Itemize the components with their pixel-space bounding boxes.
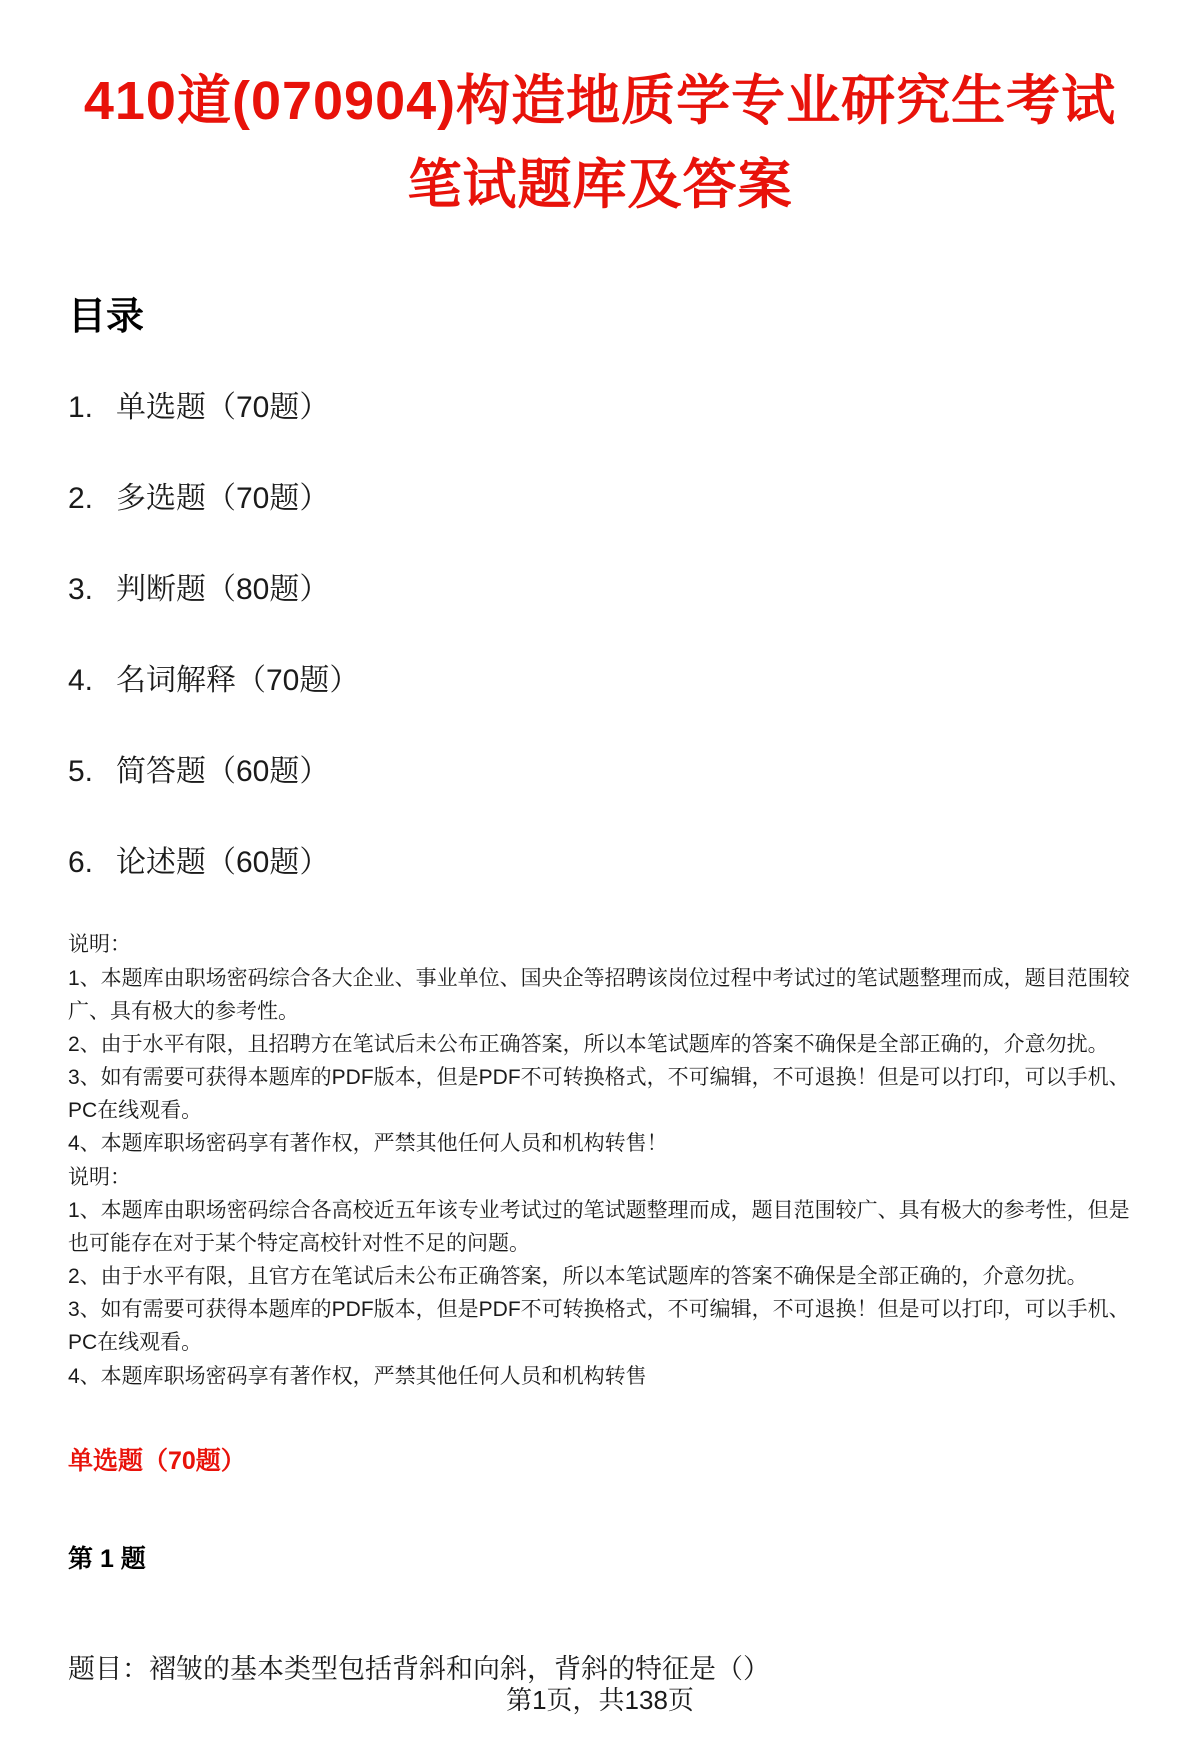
notes-block [68,928,1132,1392]
toc-heading: 目录 [68,296,145,339]
note-line: 3、如有需要可获得本题库的PDF版本，但是PDF不可转换格式，不可编辑，不可退换！但是可以打印，可以手机、PC在线观看。 [68,1066,1130,1123]
toc-item-label: 判断题（80题） [116,573,330,607]
note-line: 说明： [68,933,131,957]
toc-item-number: 3. [68,573,94,607]
page-footer: 第1页，共138页 [506,1685,694,1715]
toc-item [68,655,1132,699]
toc-item-label: 名词解释（70题） [116,664,360,698]
toc-item-number: 1. [68,391,94,425]
toc-item [68,746,1132,790]
section-header-single-choice: 单选题（70题） [68,1446,246,1475]
toc-item-label: 简答题（60题） [116,755,330,789]
toc-item [68,382,1132,426]
note-line: 4、本题库职场密码享有著作权，严禁其他任何人员和机构转售！ [68,1132,668,1156]
toc-item-label: 多选题（70题） [116,482,330,516]
note-line: 2、由于水平有限，且官方在笔试后未公布正确答案，所以本笔试题库的答案不确保是全部正确的，介意勿扰。 [68,1265,1088,1289]
note-line: 2、由于水平有限，且招聘方在笔试后未公布正确答案，所以本笔试题库的答案不确保是全部正确的，介意勿扰。 [68,1032,1109,1056]
note-line: 4、本题库职场密码享有著作权，严禁其他任何人员和机构转售 [68,1364,647,1388]
toc-item-label: 单选题（70题） [116,391,330,425]
toc-item-number: 5. [68,755,94,789]
note-line: 3、如有需要可获得本题库的PDF版本，但是PDF不可转换格式，不可编辑，不可退换！但是可以打印，可以手机、PC在线观看。 [68,1298,1130,1355]
note-line: 1、本题库由职场密码综合各大企业、事业单位、国央企等招聘该岗位过程中考试过的笔试题整理而成，题目范围较广、具有极大的参考性。 [68,966,1130,1023]
toc-item-number: 6. [68,846,94,880]
question-text: 题目：褶皱的基本类型包括背斜和向斜，背斜的特征是（） [68,1653,770,1684]
document-title: 410道(070904)构造地质学专业研究生考试笔试题库及答案 [83,71,1117,215]
toc-item-number: 2. [68,482,94,516]
note-line: 1、本题库由职场密码综合各高校近五年该专业考试过的笔试题整理而成，题目范围较广、具有极大的参考性，但是也可能存在对于某个特定高校针对性不足的问题。 [68,1198,1130,1255]
question-number: 第 1 题 [68,1544,146,1573]
toc-item [68,837,1132,881]
toc-item-label: 论述题（60题） [116,846,330,880]
toc-item-number: 4. [68,664,94,698]
toc-item [68,564,1132,608]
toc-item [68,473,1132,517]
toc-list [68,382,1132,881]
note-line: 说明： [68,1165,131,1189]
